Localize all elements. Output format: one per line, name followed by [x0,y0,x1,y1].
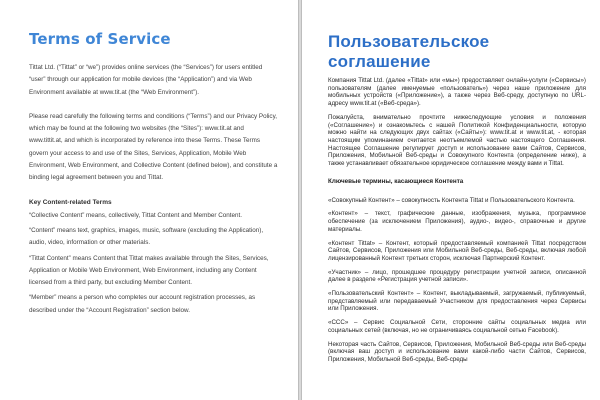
definition-item: «Контент» – текст, графические данные, изображения, музыка, программное обеспечение (за исключением Приложения), аудио-, видео-, справочные и другие материалы. [328,210,586,233]
definition-item: «Пользовательский Контент» – Контент, выкладываемый, загружаемый, публикуемый, представляемый или передаваемый Участником для предоставления через Сервисы или Приложения. [328,290,586,313]
definition-item: «Контент Tittat» – Контент, который предоставляемый компанией Tittat посредством Сайтов, Сервисов, Приложения или Мобильной Веб-среды, Веб-среды, включая любой лицензированный Контент третьих сторон, исключая Партнерский Контент. [328,239,586,262]
page-title: Terms of Service [29,30,171,48]
intro-paragraph: Компания Tittat Ltd. (далее «Tittat» или «мы») предоставляет онлайн-услуги («Сервисы») пользователям (далее именуемые «пользователь») через наше приложение для мобильных устройств («Приложение»), а также через Веб-среду, доступную по URL-адресу www.tit.at («Веб-среда»). [328,77,586,108]
definition-item: “Content” means text, graphics, images, music, software (excluding the Application), audio, video, information or other materials. [29,226,264,247]
definition-item: “Collective Content” means, collectively, Tittat Content and Member Content. [29,211,243,219]
english-terms-page [0,0,296,400]
page-title: Пользовательское соглашение [328,32,490,71]
terms-paragraph: Пожалуйста, внимательно прочтите нижеследующие условия и положения («Соглашение») и ознакомьтесь с нашей Политикой Конфиденциальности, которую можно найти на следующих двух сайтах («Сайты»): www.tit.at и www.tit.at, - которая настоящим упоминанием считается неотъемлемой частью настоящего Соглашения. Настоящее Соглашение регулирует доступ и использование вами Сайтов, Сервисов, Приложения, Мобильной Веб-среды и Совокупного Контента (определение ниже), а также устанавливает обязательное юридическое соглашение между вами и Tittat. [328,113,586,168]
definition-item: «ССС» – Сервис Социальной Сети, сторонние сайты социальных медиа или социальных сетей (включая, но не ограничиваясь социальной сетью Facebook). [328,319,586,334]
definition-item: “Tittat Content” means Content that Tittat makes available through the Sites, Services, Application or Mobile Web Environment, Web Environment, including any Content licensed from a third party, but excluding Member Content. [29,254,269,287]
page-divider [298,0,302,400]
intro-paragraph: Tittat Ltd. (“Tittat” or “we”) provides online services (the “Services”) for users entitled “user” through our application for mobile devices (the “Application”) and via Web Environment available at www.tit.at (the “Web Environment”). [29,64,263,96]
russian-terms-page [304,0,600,400]
definition-item: “Member” means a person who completes our account registration processes, as described under the “Account Registration” section below. [29,294,256,314]
section-heading: Ключевые термины, касающиеся Контента [328,177,464,185]
definition-item: «Участник» – лицо, прошедшее процедуру регистрации учетной записи, описанной далее в разделе «Регистрация учетной записи». [328,268,586,284]
section-heading: Key Content-related Terms [29,198,112,206]
terms-paragraph: Please read carefully the following terms and conditions (“Terms”) and our Privacy Policy, which may be found at the following two websites (the “Sites”): www.tit.at and www.tittit.at, and which is incorporated by reference into these Terms. These Terms govern your access to and use of the Sites, Services, Application, Mobile Web Environment, Web Environment, and Collective Content (defined below), and constitute a binding legal agreement between you and Tittat. [29,112,278,182]
definition-item: «Совокупный Контент» – совокупность Контента Tittat и Пользовательского Контента. [328,196,575,204]
definition-item: Некоторая часть Сайтов, Сервисов, Приложения, Мобильной Веб-среды или Веб-среды (включая ваш доступ и использование вами какой-либо части Сайтов, Сервисов, Приложения, Мобильной Веб-среды, Веб-среды [328,340,586,363]
